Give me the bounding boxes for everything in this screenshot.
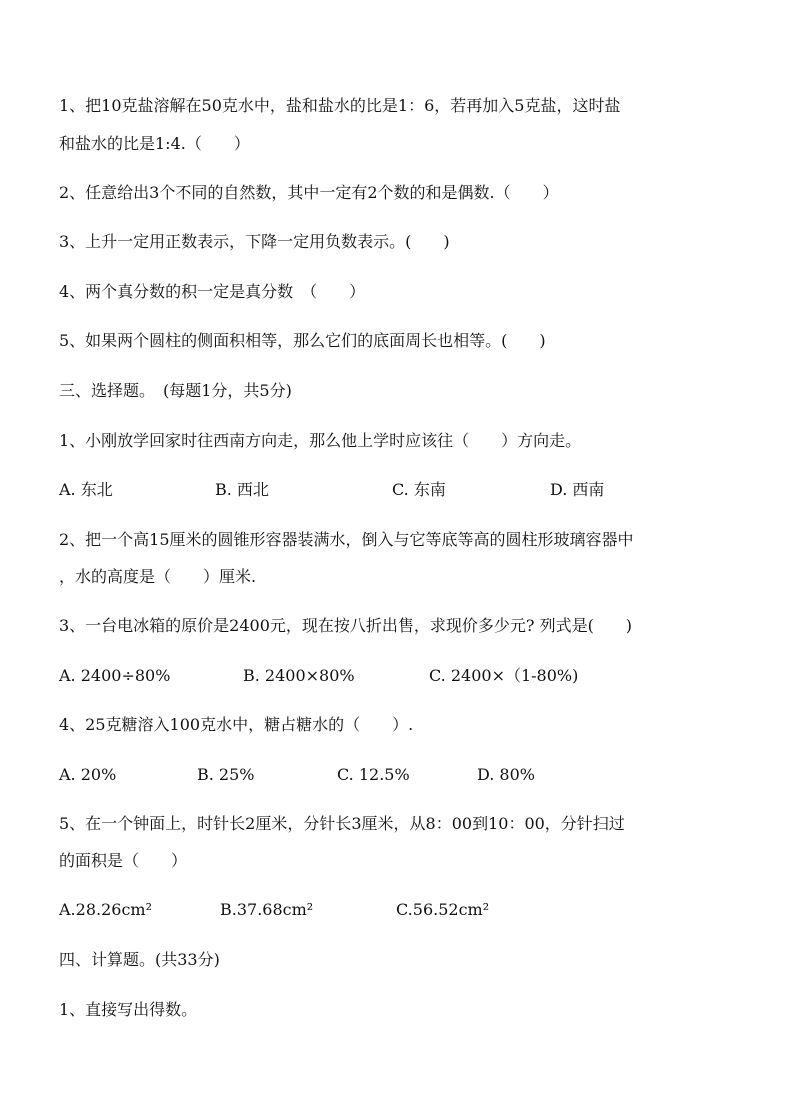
choice-q1: 1、小刚放学回家时往西南方向走，那么他上学时应该往（ ）方向走。 bbox=[59, 431, 582, 450]
choice-q3-option-b: B. 2400×80% bbox=[243, 666, 355, 685]
judgment-q2: 2、任意给出3个不同的自然数，其中一定有2个数的和是偶数.（ ） bbox=[59, 183, 559, 202]
judgment-q1-line2: 和盐水的比是1:4.（ ） bbox=[59, 134, 250, 153]
choice-q4-option-a: A. 20% bbox=[59, 765, 117, 784]
choice-q5-line1: 5、在一个钟面上，时针长2厘米，分针长3厘米，从8：00到10：00，分针扫过 bbox=[59, 814, 625, 833]
choice-q4: 4、25克糖溶入100克水中，糖占糖水的（ ）. bbox=[59, 715, 414, 734]
choice-q4-option-d: D. 80% bbox=[477, 765, 535, 784]
judgment-q3: 3、上升一定用正数表示，下降一定用负数表示。( ) bbox=[59, 232, 450, 251]
judgment-q4: 4、两个真分数的积一定是真分数 （ ） bbox=[59, 282, 366, 301]
choice-q2-line1: 2、把一个高15厘米的圆锥形容器装满水，倒入与它等底等高的圆柱形玻璃容器中 bbox=[59, 530, 634, 549]
choice-q5-option-a: A.28.26cm² bbox=[59, 900, 152, 919]
choice-q5-option-c: C.56.52cm² bbox=[396, 900, 490, 919]
calculation-q1: 1、直接写出得数。 bbox=[59, 1000, 198, 1019]
judgment-q1-line1: 1、把10克盐溶解在50克水中，盐和盐水的比是1：6，若再加入5克盐，这时盐 bbox=[59, 96, 621, 115]
choice-q1-option-c: C. 东南 bbox=[392, 480, 446, 499]
choice-q2-line2: ，水的高度是（ ）厘米. bbox=[59, 567, 257, 586]
choice-q3: 3、一台电冰箱的原价是2400元，现在按八折出售，求现价多少元? 列式是( ) bbox=[59, 616, 633, 635]
choice-q3-option-a: A. 2400÷80% bbox=[59, 666, 171, 685]
choice-q4-option-c: C. 12.5% bbox=[337, 765, 410, 784]
calculation-section-heading: 四、计算题。(共33分) bbox=[59, 950, 220, 969]
choice-q5-option-b: B.37.68cm² bbox=[220, 900, 314, 919]
choice-q1-option-a: A. 东北 bbox=[59, 480, 113, 499]
choice-q5-line2: 的面积是（ ） bbox=[59, 851, 188, 870]
judgment-q5: 5、如果两个圆柱的侧面积相等，那么它们的底面周长也相等。( ) bbox=[59, 331, 546, 350]
choice-section-heading: 三、选择题。 (每题1分，共5分) bbox=[59, 381, 292, 400]
choice-q3-option-c: C. 2400×（1-80%) bbox=[429, 666, 579, 685]
choice-q1-option-b: B. 西北 bbox=[215, 480, 269, 499]
choice-q1-option-d: D. 西南 bbox=[550, 480, 605, 499]
choice-q4-option-b: B. 25% bbox=[197, 765, 255, 784]
